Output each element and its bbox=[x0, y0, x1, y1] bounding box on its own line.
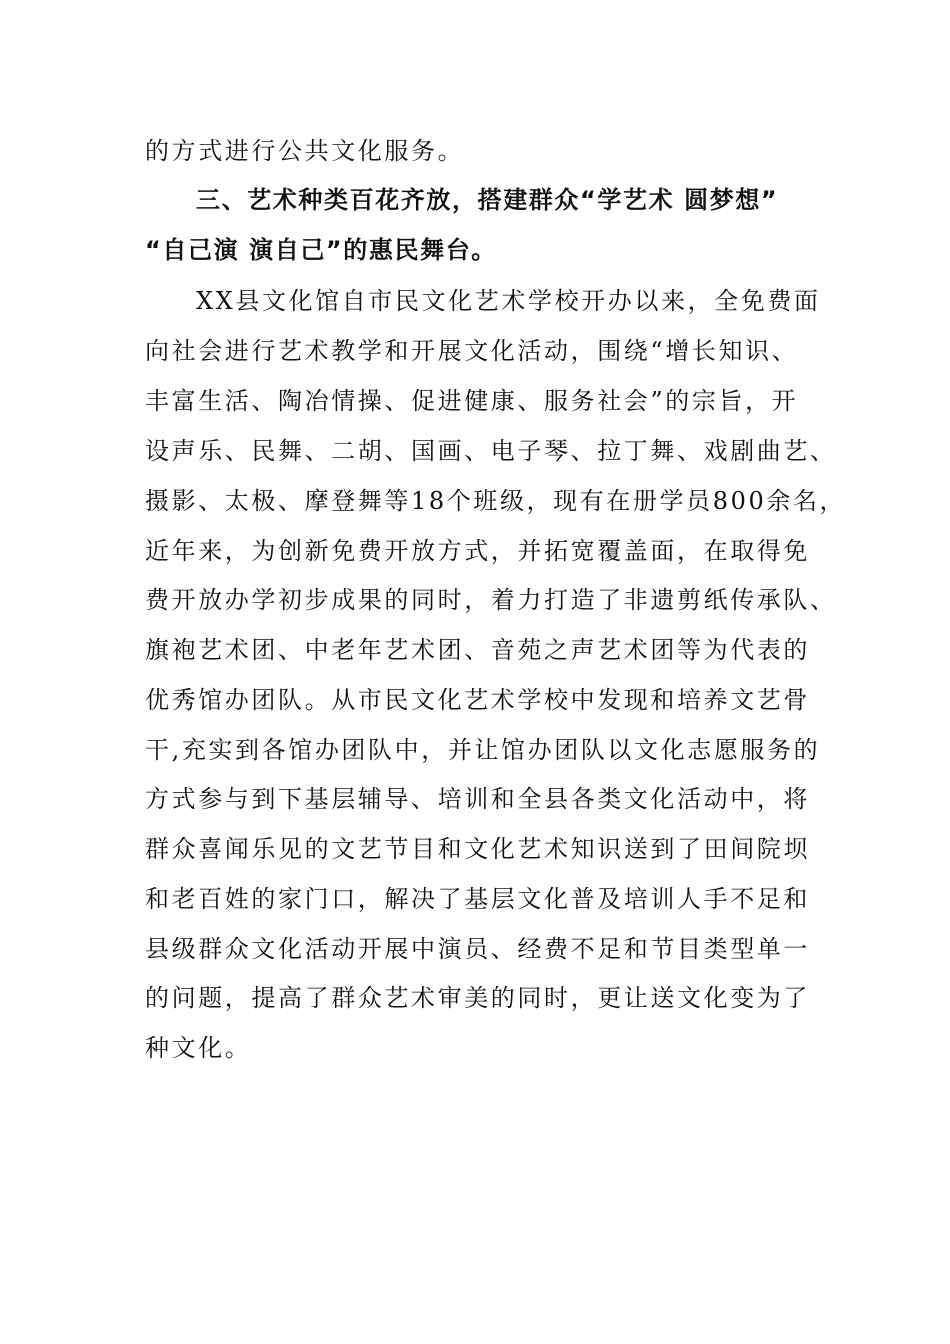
body-line: 旗袍艺术团、中老年艺术团、音苑之声艺术团等为代表的 bbox=[145, 636, 810, 664]
body-line: 近年来，为创新免费开放方式，并拓宽覆盖面，在取得免 bbox=[145, 537, 810, 565]
intro-tail-line: 的方式进行公共文化服务。 bbox=[145, 137, 465, 165]
section-heading-line-1: 三、艺术种类百花齐放，搭建群众“学艺术 圆梦想” bbox=[196, 186, 779, 214]
body-line: 种文化。 bbox=[145, 1034, 252, 1062]
body-line: 方式参与到下基层辅导、培训和全县各类文化活动中，将 bbox=[145, 785, 810, 813]
body-line: 和老百姓的家门口，解决了基层文化普及培训人手不足和 bbox=[145, 885, 810, 913]
body-line: 摄影、太极、摩登舞等18个班级，现有在册学员800余名， bbox=[145, 487, 847, 515]
body-line: 向社会进行艺术教学和开展文化活动，围绕“增长知识、 bbox=[145, 337, 799, 365]
body-line: 丰富生活、陶冶情操、促进健康、服务社会”的宗旨，开 bbox=[145, 387, 799, 415]
body-line: 优秀馆办团队。从市民文化艺术学校中发现和培养文艺骨 bbox=[145, 686, 810, 714]
body-line: 干,充实到各馆办团队中，并让馆办团队以文化志愿服务的 bbox=[145, 736, 821, 764]
body-line: XX县文化馆自市民文化艺术学校开办以来，全免费面 bbox=[196, 287, 821, 315]
body-line: 群众喜闻乐见的文艺节目和文化艺术知识送到了田间院坝 bbox=[145, 835, 810, 863]
body-line: 的问题，提高了群众艺术审美的同时，更让送文化变为了 bbox=[145, 984, 810, 1012]
section-heading-line-2: “自己演 演自己”的惠民舞台。 bbox=[145, 236, 497, 264]
body-line: 费开放办学初步成果的同时，着力打造了非遗剪纸传承队、 bbox=[145, 586, 837, 614]
body-line: 县级群众文化活动开展中演员、经费不足和节目类型单一 bbox=[145, 935, 810, 963]
body-line: 设声乐、民舞、二胡、国画、电子琴、拉丁舞、戏剧曲艺、 bbox=[145, 437, 837, 465]
